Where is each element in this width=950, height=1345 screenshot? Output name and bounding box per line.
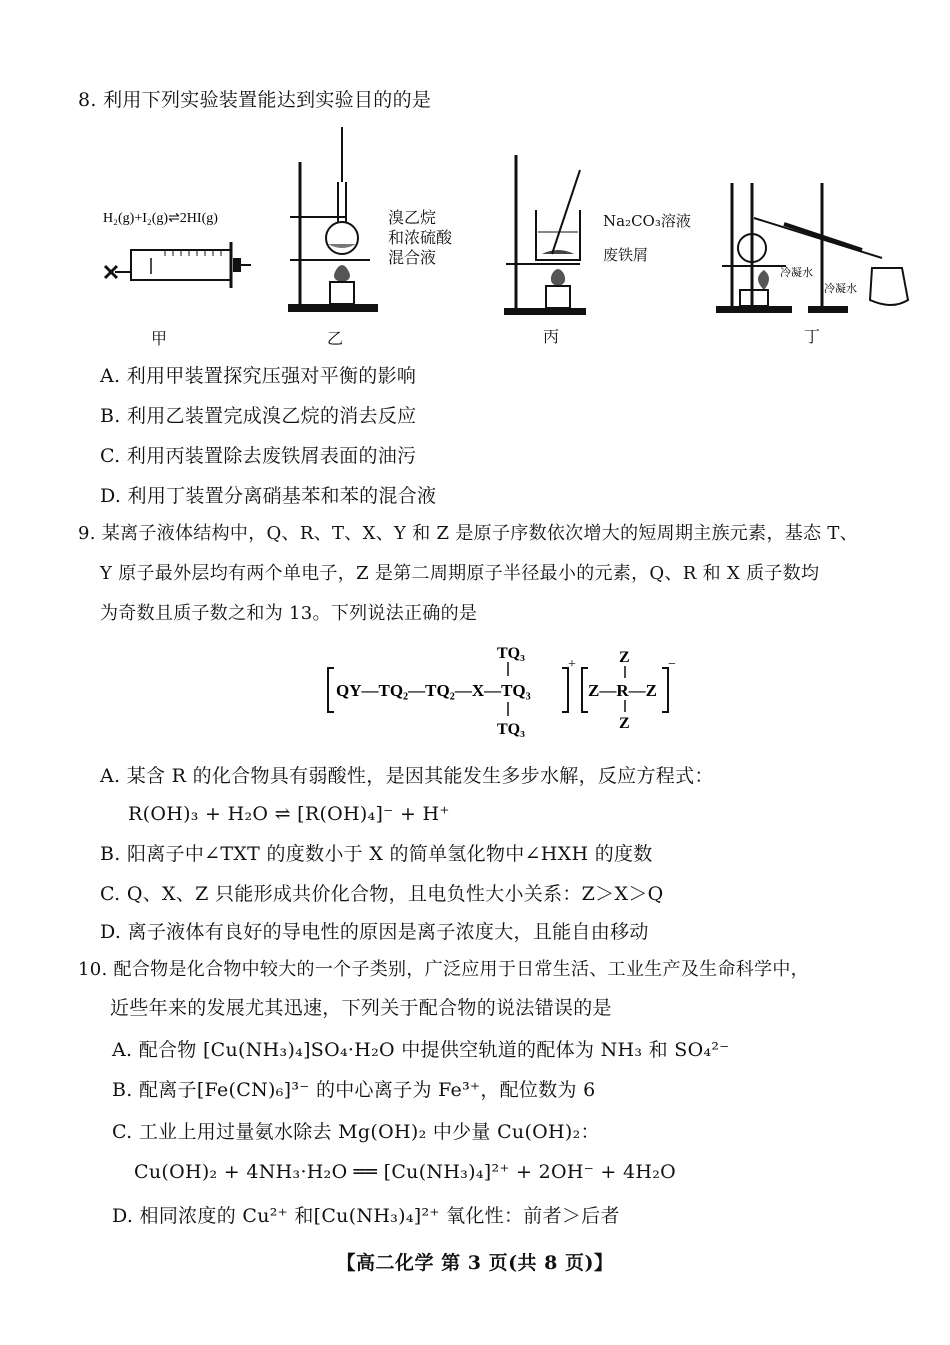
ding-annot-left: 冷凝水 bbox=[780, 267, 813, 279]
q9-option-d: D. 离子液体有良好的导电性的原因是离子浓度大，且能自由移动 bbox=[100, 921, 649, 943]
q10-stem-2: 近些年来的发展尤其迅速，下列关于配合物的说法错误的是 bbox=[110, 997, 612, 1019]
q10-stem-1: 10. 配合物是化合物中较大的一个子类别，广泛应用于日常生活、工业生产及生命科学中， bbox=[78, 959, 809, 980]
anion-charge: − bbox=[668, 657, 676, 672]
yi-annotation bbox=[388, 208, 452, 268]
yi-annot-3: 混合液 bbox=[388, 248, 437, 267]
q9-option-a-equation: R(OH)₃ + H₂O ⇌ [R(OH)₄]⁻ + H⁺ bbox=[128, 803, 450, 825]
figure-bing bbox=[500, 150, 600, 324]
q9-stem-3: 为奇数且质子数之和为 13。下列说法正确的是 bbox=[100, 603, 478, 624]
anion-bottom: Z bbox=[619, 715, 630, 732]
bing-label: 丙 bbox=[543, 327, 560, 346]
bing-annot-bottom: 废铁屑 bbox=[603, 246, 649, 264]
cation-charge: + bbox=[568, 657, 576, 672]
bing-annot-top: Na₂CO₃溶液 bbox=[603, 212, 691, 230]
q9-stem-1: 9. 某离子液体结构中，Q、R、T、X、Y 和 Z 是原子序数依次增大的短周期主族元素，基态 T、 bbox=[78, 523, 859, 544]
cation-bottom: TQ₃ bbox=[497, 721, 525, 738]
q9-stem-2: Y 原子最外层均有两个单电子，Z 是第二周期原子半径最小的元素，Q、R 和 X 质子数均 bbox=[100, 563, 820, 584]
q8-option-a: A. 利用甲装置探究压强对平衡的影响 bbox=[100, 365, 417, 387]
cation-top: TQ₃ bbox=[497, 645, 525, 662]
ding-label: 丁 bbox=[804, 327, 821, 346]
q8-option-c: C. 利用丙装置除去废铁屑表面的油污 bbox=[100, 445, 417, 467]
cation-chain: QY—TQ₂—TQ₂—X—TQ₃ bbox=[336, 681, 531, 700]
q10-option-d: D. 相同浓度的 Cu²⁺ 和[Cu(NH₃)₄]²⁺ 氧化性：前者＞后者 bbox=[112, 1205, 620, 1227]
page-footer: 【高二化学 第 3 页(共 8 页)】 bbox=[336, 1252, 614, 1274]
jia-equation: H₂(g)+I₂(g)⇌2HI(g) bbox=[103, 211, 218, 226]
q10-option-c-equation: Cu(OH)₂ + 4NH₃·H₂O ══ [Cu(NH₃)₄]²⁺ + 2OH⁻ + 4H₂O bbox=[134, 1161, 677, 1183]
anion-center: Z—R—Z bbox=[588, 681, 657, 700]
q10-option-b: B. 配离子[Fe(CN)₆]³⁻ 的中心离子为 Fe³⁺，配位数为 6 bbox=[112, 1079, 596, 1101]
q10-option-a: A. 配合物 [Cu(NH₃)₄]SO₄·H₂O 中提供空轨道的配体为 NH₃ 和 SO₄²⁻ bbox=[112, 1039, 730, 1061]
ding-annot-right: 冷凝水 bbox=[824, 283, 857, 295]
figure-ding bbox=[712, 178, 912, 322]
yi-annot-1: 溴乙烷 bbox=[388, 208, 437, 227]
ionic-structure bbox=[322, 640, 682, 744]
anion-top: Z bbox=[619, 649, 630, 666]
q10-option-c: C. 工业上用过量氨水除去 Mg(OH)₂ 中少量 Cu(OH)₂： bbox=[112, 1121, 600, 1143]
q8-option-d: D. 利用丁装置分离硝基苯和苯的混合液 bbox=[100, 485, 437, 507]
jia-label: 甲 bbox=[151, 329, 168, 348]
figure-yi bbox=[280, 122, 390, 326]
q8-stem: 8. 利用下列实验装置能达到实验目的的是 bbox=[78, 89, 432, 111]
figure-jia bbox=[95, 200, 265, 304]
q9-option-c: C. Q、X、Z 只能形成共价化合物，且电负性大小关系：Z＞X＞Q bbox=[100, 883, 664, 905]
q9-option-b: B. 阳离子中∠TXT 的度数小于 X 的简单氢化物中∠HXH 的度数 bbox=[100, 843, 653, 865]
q9-option-a: A. 某含 R 的化合物具有弱酸性，是因其能发生多步水解，反应方程式： bbox=[100, 765, 714, 787]
yi-annot-2: 和浓硫酸 bbox=[388, 228, 453, 247]
q8-option-b: B. 利用乙装置完成溴乙烷的消去反应 bbox=[100, 405, 417, 427]
yi-label: 乙 bbox=[327, 329, 344, 348]
